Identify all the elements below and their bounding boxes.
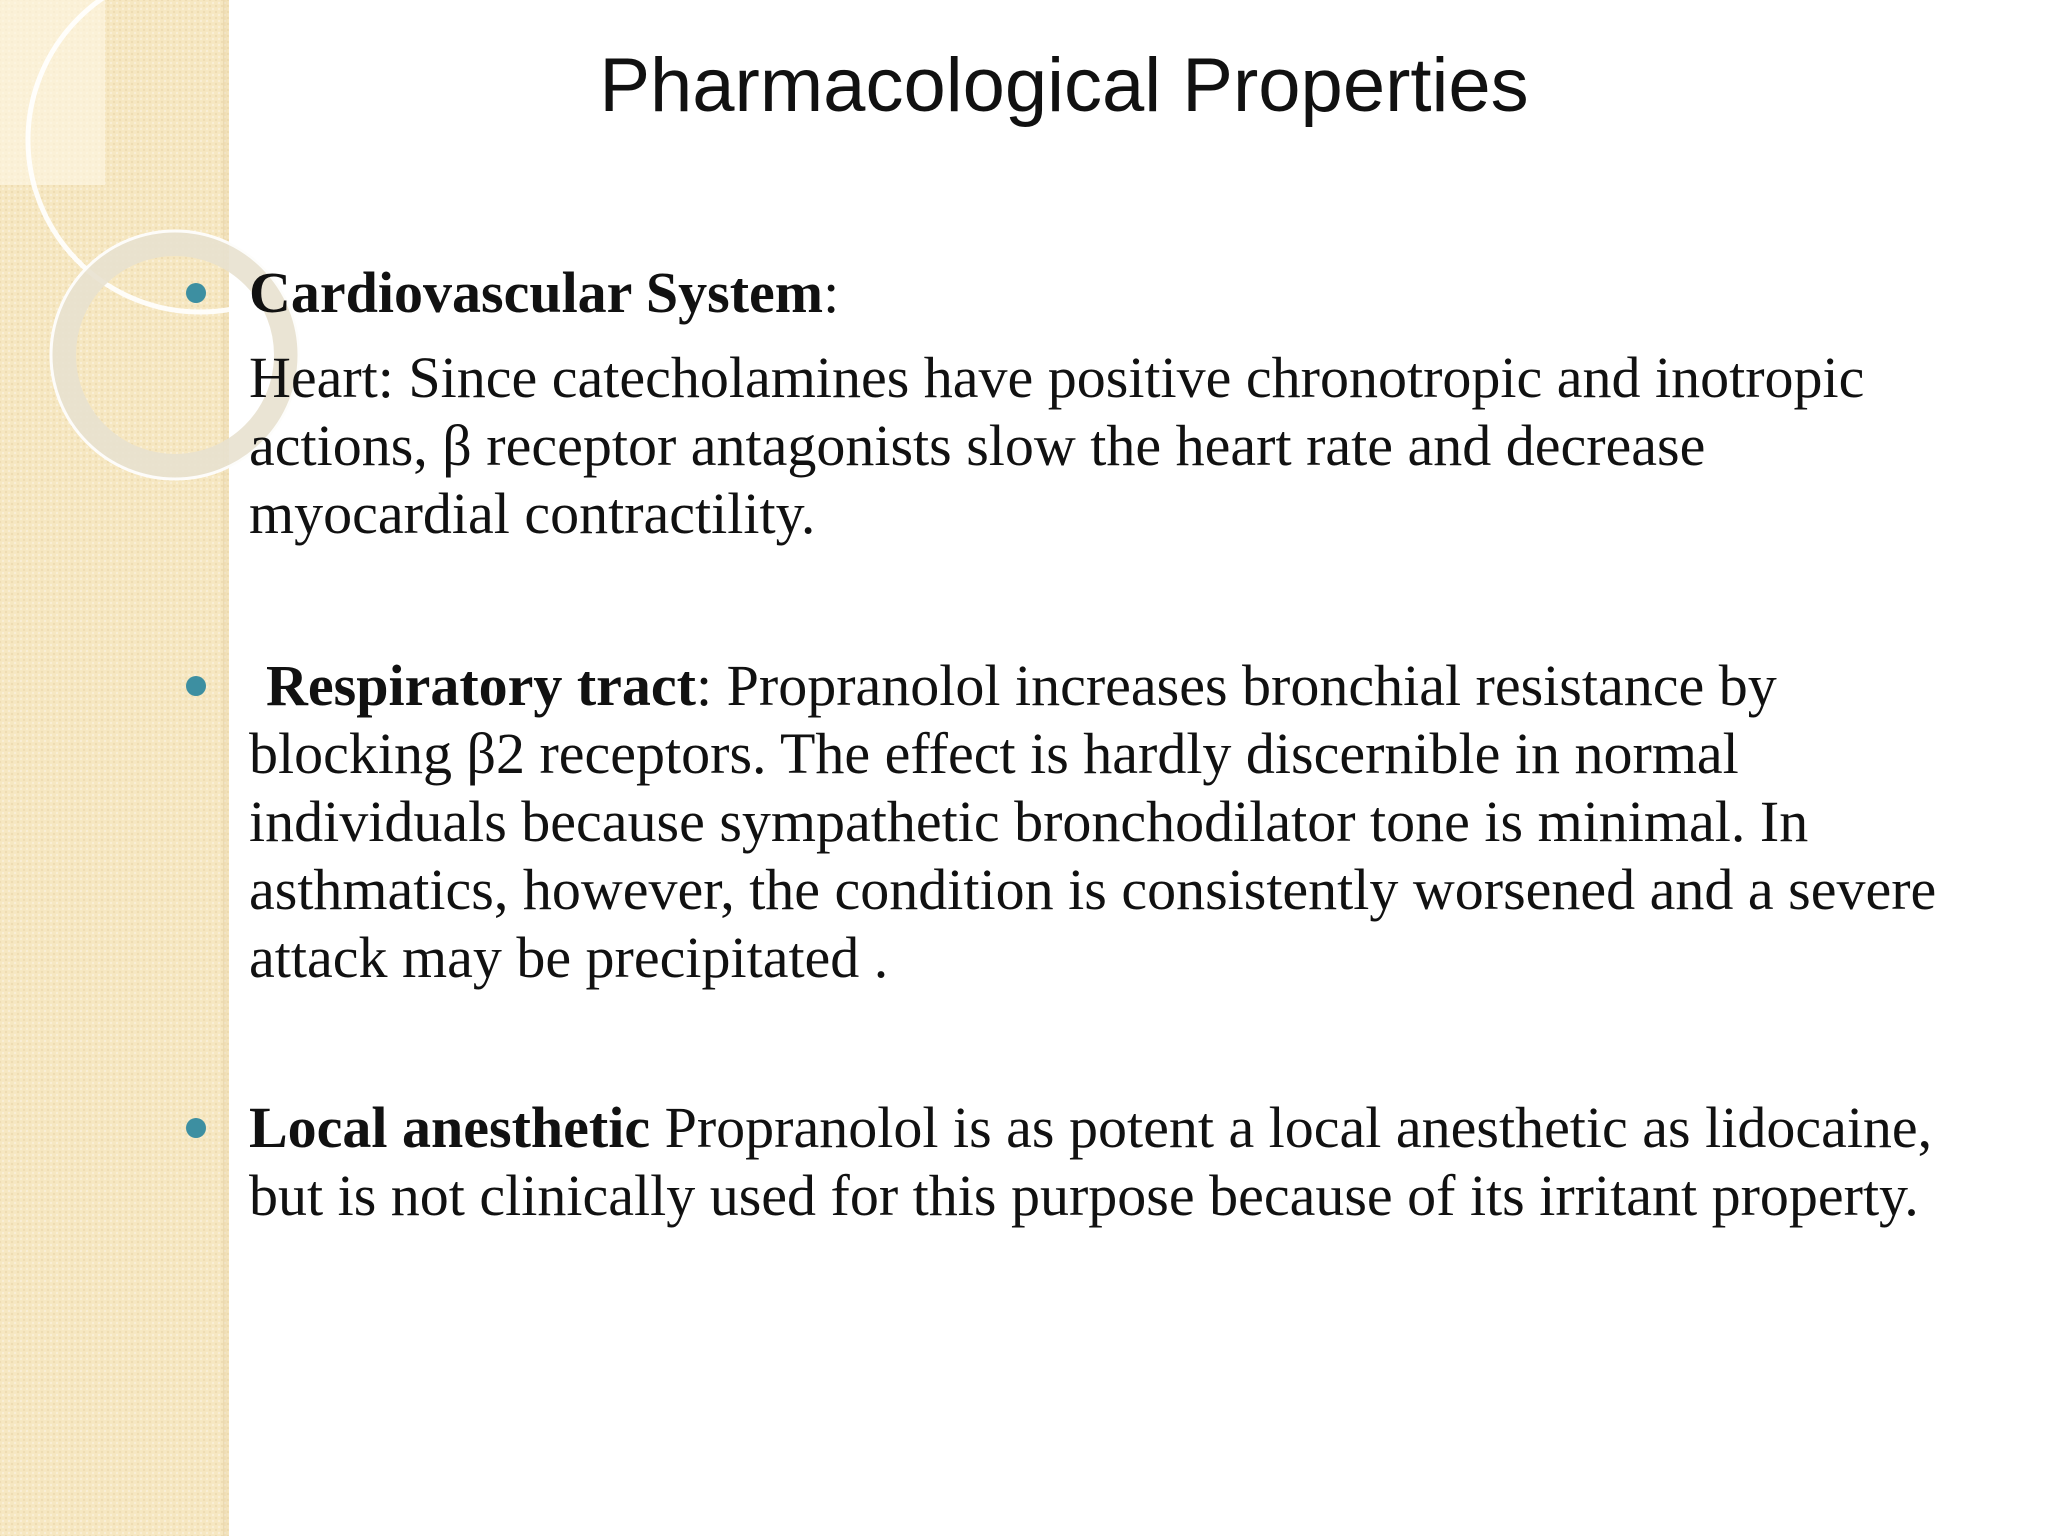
bullet-cardiovascular: [249, 259, 1979, 548]
bullet-dot-icon: [186, 676, 206, 696]
heading-suffix: :: [696, 653, 727, 718]
bullet-body: Propranolol is as potent a local anesthetic as lidocaine, but is not clinically used for this purpose because of its irritant property.: [249, 1095, 1933, 1228]
bullet-dot-icon: [186, 1118, 206, 1138]
deco-panel: [0, 0, 105, 185]
bullet-paragraph: [249, 652, 1979, 992]
bullet-body: Propranolol increases bronchial resistance by blocking β2 receptors. The effect is hardly discernible in normal individuals because sympathetic bronchodilator tone is minimal. In asthmatics, however, the condition is consistently worsened and a severe attack may be precipitated .: [249, 653, 1937, 990]
bullet-dot-icon: [186, 283, 206, 303]
bullet-paragraph: [249, 1094, 1979, 1230]
bullet-heading-line: [249, 259, 1979, 327]
bullet-respiratory: [249, 652, 1979, 992]
bullet-body: Heart: Since catecholamines have positive chronotropic and inotropic actions, β receptor antagonists slow the heart rate and decrease myocardial contractility.: [249, 345, 1865, 546]
slide-title: Pharmacological Properties: [599, 43, 1529, 128]
bullet-local-anesthetic: [249, 1094, 1979, 1230]
heading-suffix: :: [823, 260, 840, 325]
bullet-heading: Local anesthetic: [249, 1095, 651, 1160]
heading-suffix: [650, 1095, 665, 1160]
bullet-heading: Cardiovascular System: [249, 260, 824, 325]
bullet-heading: Respiratory tract: [266, 653, 696, 718]
